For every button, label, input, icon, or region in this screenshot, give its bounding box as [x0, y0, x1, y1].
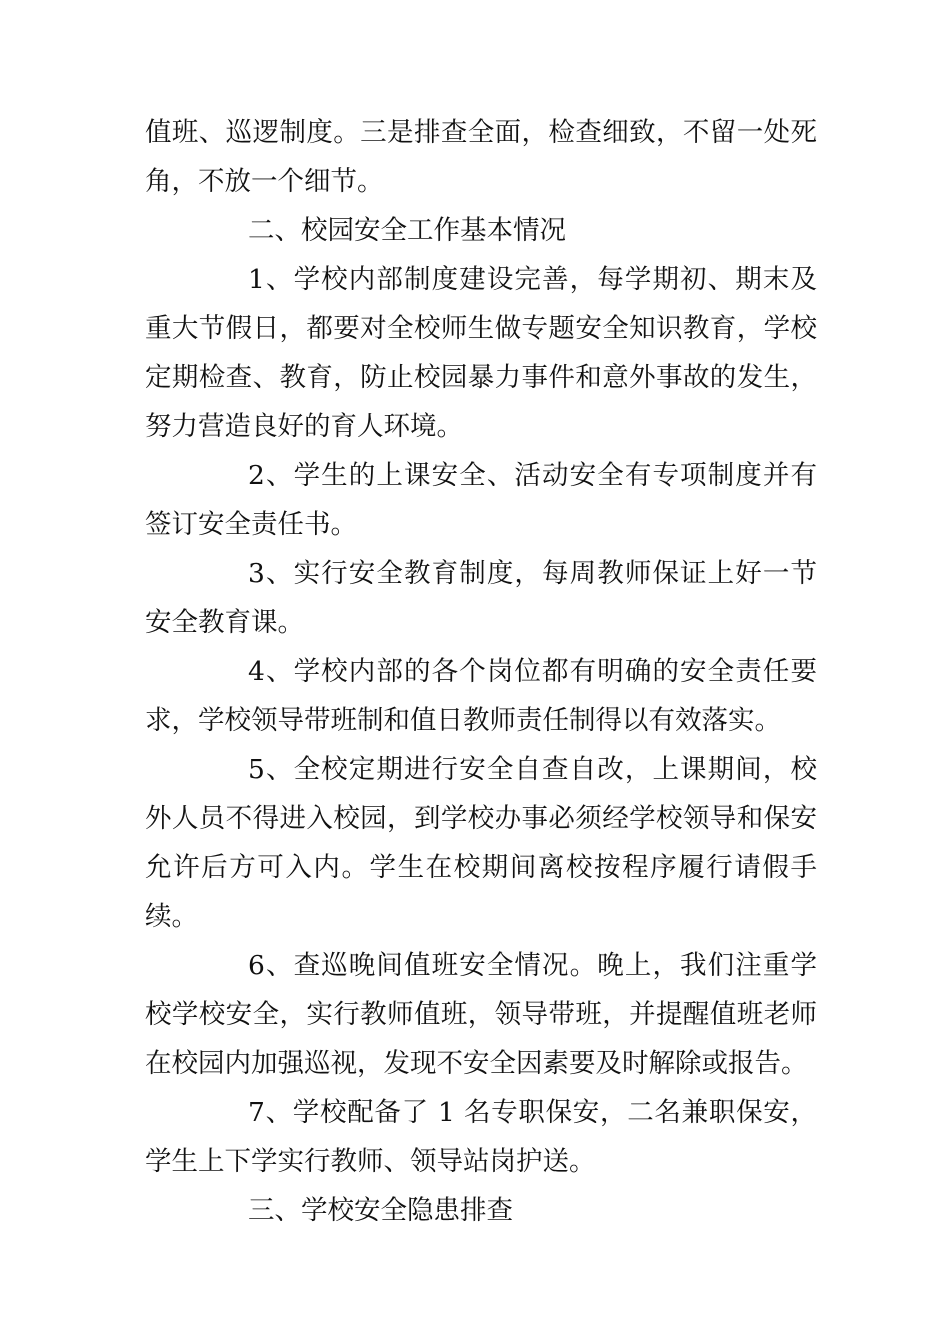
document-body — [145, 108, 817, 1235]
paragraph-item-6: 6、查巡晚间值班安全情况。晚上，我们注重学校学校安全，实行教师值班，领导带班，并提醒值班老师在校园内加强巡视，发现不安全因素要及时解除或报告。 — [145, 950, 817, 1079]
paragraph-item-1: 1、学校内部制度建设完善，每学期初、期末及重大节假日，都要对全校师生做专题安全知识教育，学校定期检查、教育，防止校园暴力事件和意外事故的发生，努力营造良好的育人环境。 — [145, 264, 817, 442]
paragraph-item-5: 5、全校定期进行安全自查自改，上课期间，校外人员不得进入校园，到学校办事必须经学校领导和保安允许后方可入内。学生在校期间离校按程序履行请假手续。 — [145, 754, 817, 932]
paragraph-item-7: 7、学校配备了 1 名专职保安，二名兼职保安，学生上下学实行教师、领导站岗护送。 — [145, 1097, 817, 1177]
paragraph-item-3: 3、实行安全教育制度，每周教师保证上好一节安全教育课。 — [145, 558, 817, 638]
section-heading-3: 三、学校安全隐患排查 — [248, 1195, 513, 1226]
paragraph-continuation: 值班、巡逻制度。三是排查全面，检查细致，不留一处死角，不放一个细节。 — [145, 117, 817, 197]
paragraph-item-2: 2、学生的上课安全、活动安全有专项制度并有签订安全责任书。 — [145, 460, 817, 540]
section-heading-2: 二、校园安全工作基本情况 — [248, 215, 566, 246]
paragraph-item-4: 4、学校内部的各个岗位都有明确的安全责任要求，学校领导带班制和值日教师责任制得以有效落实。 — [145, 656, 817, 736]
